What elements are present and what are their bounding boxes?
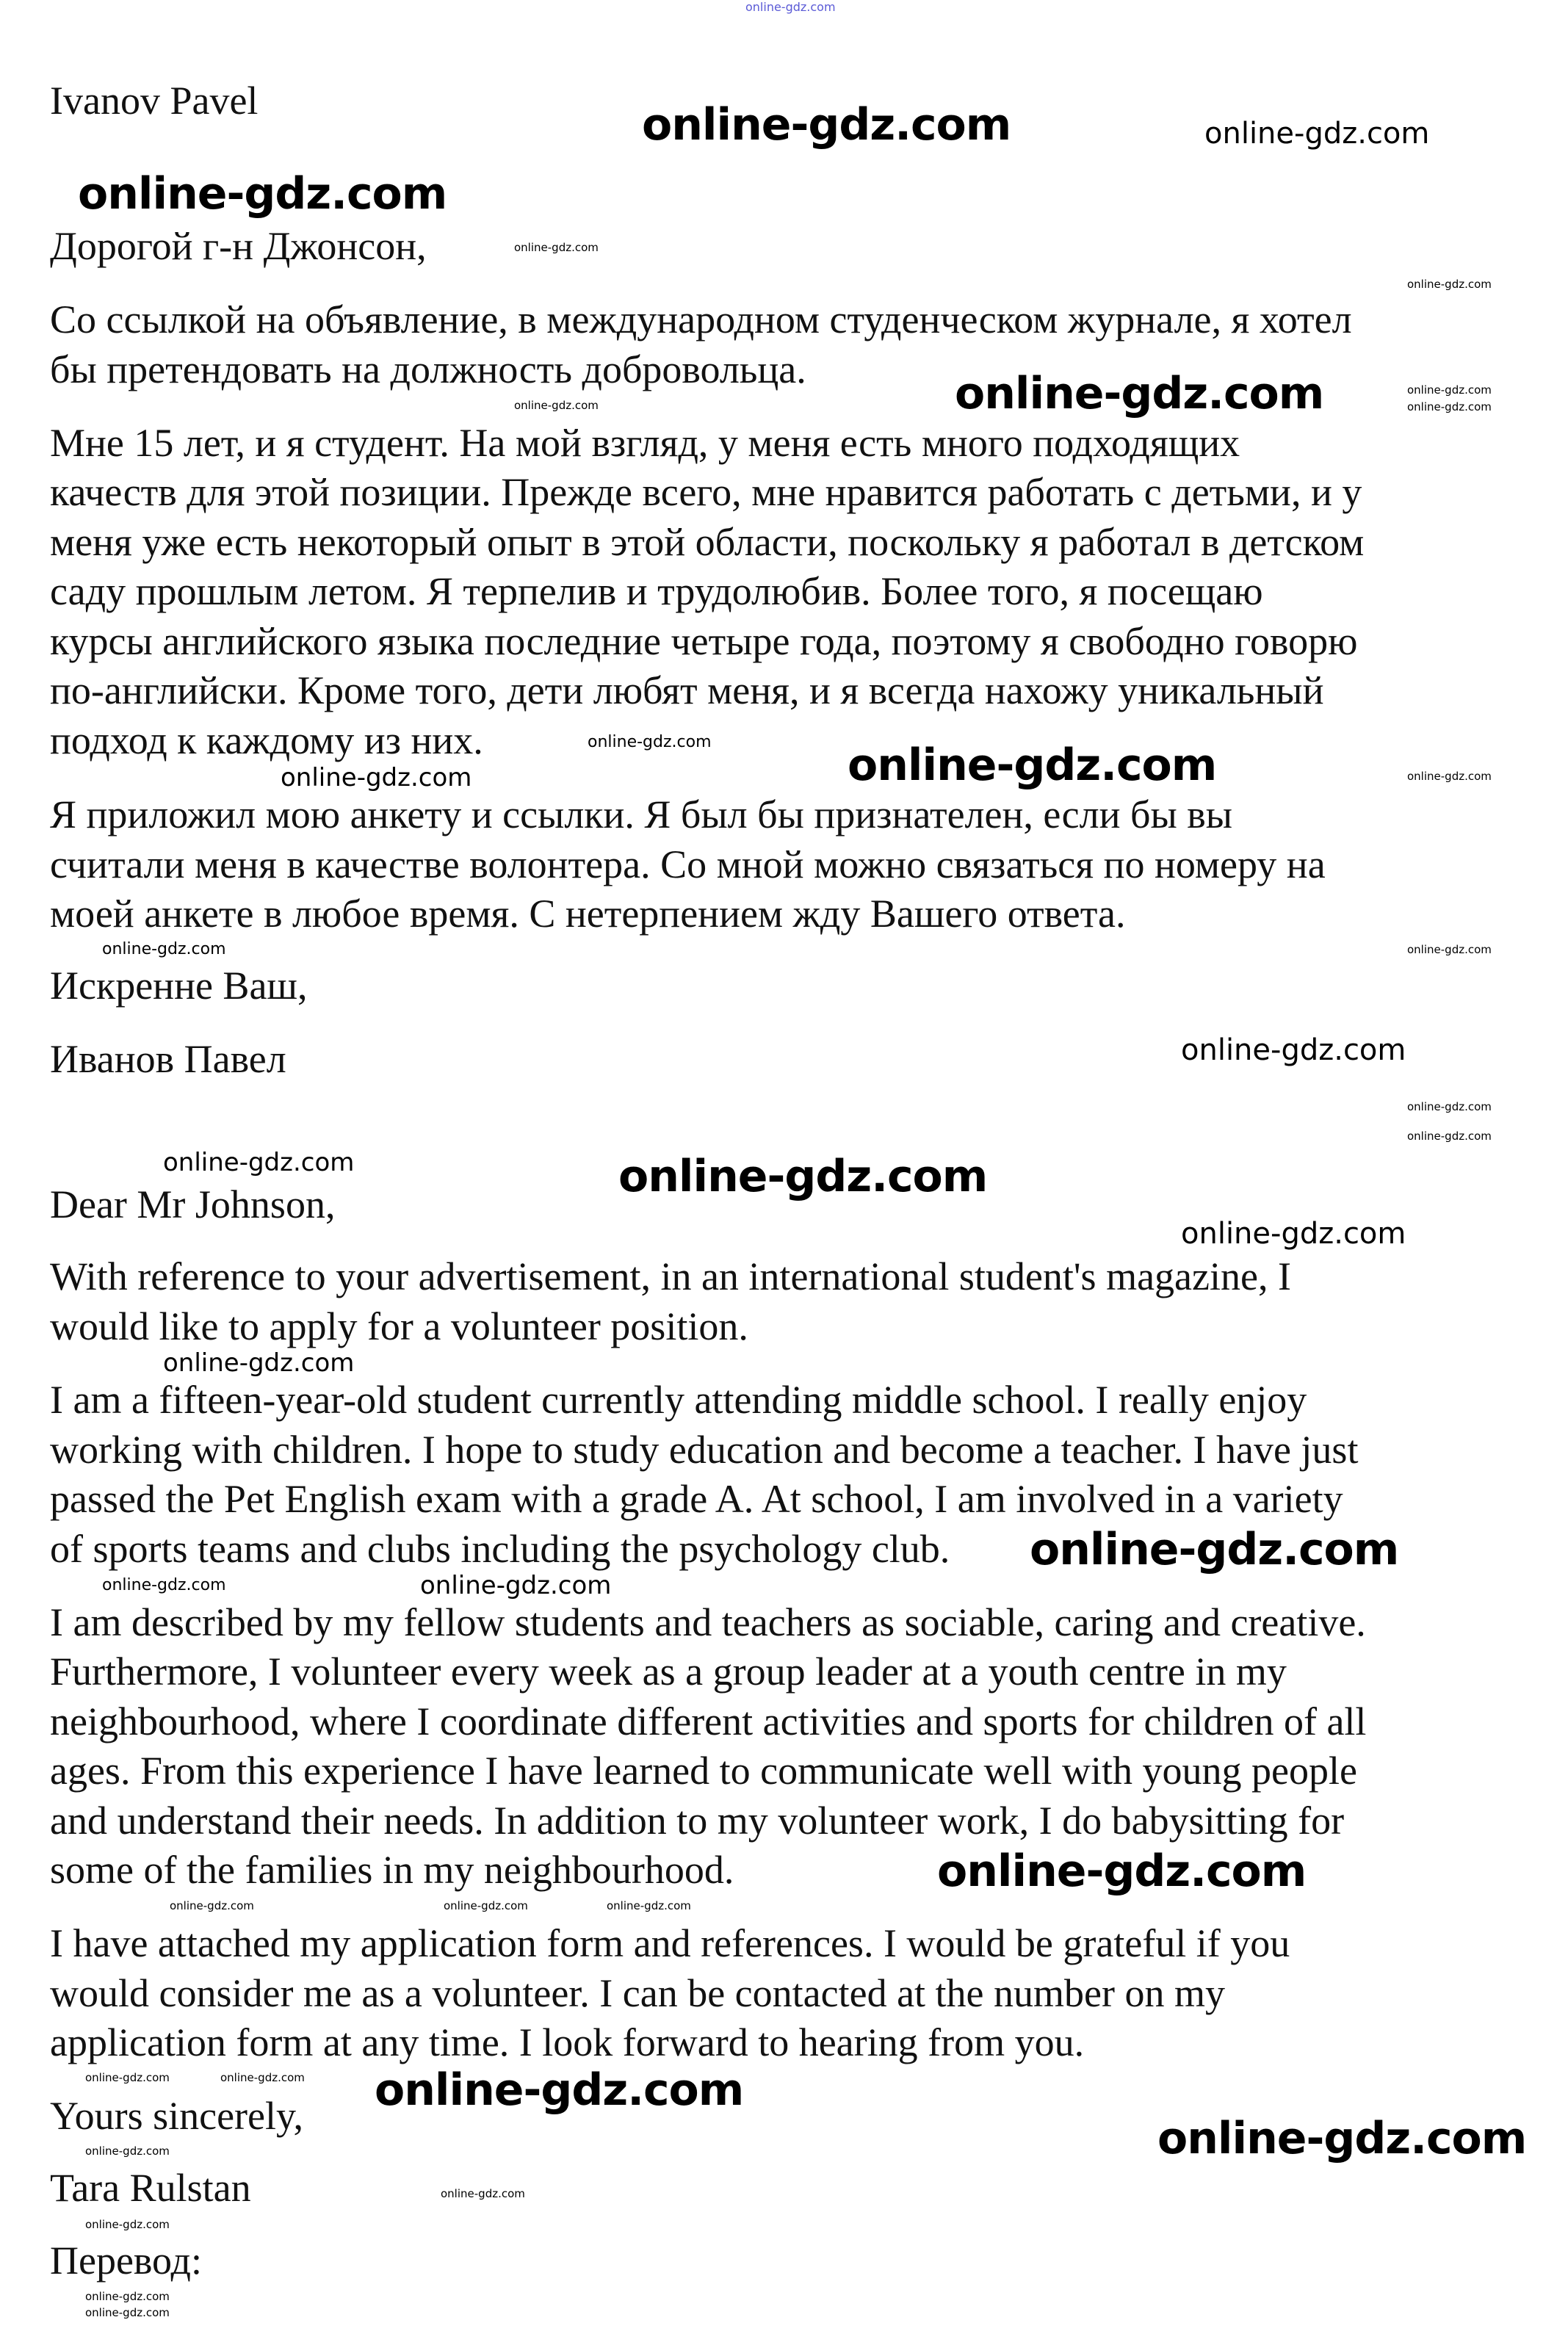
ru-p3-line: Я приложил мою анкету и ссылки. Я был бы признателен, если бы вы bbox=[50, 792, 1233, 836]
ru-p2-line: меня уже есть некоторый опыт в этой области, поскольку я работал в детском bbox=[50, 520, 1365, 564]
watermark: online-gdz.com bbox=[85, 2306, 170, 2319]
watermark: online-gdz.com bbox=[1407, 943, 1492, 956]
watermark: online-gdz.com bbox=[420, 1571, 612, 1600]
ru-p3-line: считали меня в качестве волонтера. Со мной можно связаться по номеру на bbox=[50, 842, 1326, 886]
ru-p2-line: курсы английского языка последние четыре года, поэтому я свободно говорю bbox=[50, 619, 1358, 663]
watermark: online-gdz.com bbox=[85, 2071, 170, 2084]
ru-p3-line: моей анкете в любое время. С нетерпением жду Вашего ответа. bbox=[50, 892, 1126, 936]
watermark: online-gdz.com bbox=[1407, 1130, 1492, 1143]
en-p2-line: working with children. I hope to study education and become a teacher. I have just bbox=[50, 1428, 1359, 1472]
ru-p2-line: Мне 15 лет, и я студент. На мой взгляд, у меня есть много подходящих bbox=[50, 421, 1240, 465]
en-p1-line: would like to apply for a volunteer position. bbox=[50, 1304, 748, 1348]
ru-p2-line: подход к каждому из них. bbox=[50, 718, 483, 762]
author-name: Ivanov Pavel bbox=[50, 79, 259, 123]
watermark: online-gdz.com bbox=[441, 2187, 525, 2200]
en-p3-line: some of the families in my neighbourhood. bbox=[50, 1848, 734, 1892]
en-p4-line: application form at any time. I look forward to hearing from you. bbox=[50, 2020, 1085, 2064]
watermark: online-gdz.com bbox=[85, 2218, 170, 2231]
ru-signature: Иванов Павел bbox=[50, 1037, 286, 1081]
ru-p2-line: саду прошлым летом. Я терпелив и трудолюбив. Более того, я посещаю bbox=[50, 569, 1263, 613]
en-p3-line: and understand their needs. In addition to my volunteer work, I do babysitting for bbox=[50, 1799, 1345, 1843]
watermark: online-gdz.com bbox=[102, 1576, 226, 1594]
watermark: online-gdz.com bbox=[1157, 2113, 1527, 2164]
watermark: online-gdz.com bbox=[937, 1846, 1307, 1897]
ru-p1-line: Со ссылкой на объявление, в международном студенческом журнале, я хотел bbox=[50, 297, 1352, 341]
en-p2-line: I am a fifteen-year-old student currently attending middle school. I really enjoy bbox=[50, 1378, 1307, 1422]
en-signature: Tara Rulstan bbox=[50, 2166, 251, 2210]
en-p4-line: I have attached my application form and references. I would be grateful if you bbox=[50, 1921, 1290, 1965]
watermark: online-gdz.com bbox=[1407, 383, 1492, 397]
watermark: online-gdz.com bbox=[163, 1348, 355, 1378]
watermark: online-gdz.com bbox=[1407, 1100, 1492, 1113]
watermark: online-gdz.com bbox=[1204, 117, 1430, 151]
watermark: online-gdz.com bbox=[1407, 770, 1492, 783]
watermark: online-gdz.com bbox=[170, 1899, 254, 1912]
watermark: online-gdz.com bbox=[1181, 1033, 1406, 1067]
watermark: online-gdz.com bbox=[85, 2290, 170, 2303]
en-p4-line: would consider me as a volunteer. I can be contacted at the number on my bbox=[50, 1971, 1225, 2015]
watermark: online-gdz.com bbox=[618, 1151, 988, 1202]
en-p3-line: ages. From this experience I have learned to communicate well with young people bbox=[50, 1749, 1357, 1793]
watermark: online-gdz.com bbox=[375, 2064, 744, 2116]
en-p2-line: of sports teams and clubs including the psychology club. bbox=[50, 1527, 950, 1571]
watermark: online-gdz.com bbox=[281, 763, 472, 792]
en-p3-line: Furthermore, I volunteer every week as a group leader at a youth centre in my bbox=[50, 1649, 1287, 1694]
en-p2-line: passed the Pet English exam with a grade A. At school, I am involved in a variety bbox=[50, 1477, 1343, 1521]
en-p3-line: neighbourhood, where I coordinate different activities and sports for children of all bbox=[50, 1699, 1367, 1743]
watermark: online-gdz.com bbox=[848, 740, 1217, 791]
en-p1-line: With reference to your advertisement, in an international student's magazine, I bbox=[50, 1254, 1291, 1298]
en-greeting: Dear Mr Johnson, bbox=[50, 1182, 336, 1226]
watermark: online-gdz.com bbox=[514, 241, 599, 254]
watermark: online-gdz.com bbox=[588, 733, 712, 751]
watermark: online-gdz.com bbox=[163, 1148, 355, 1177]
watermark: online-gdz.com bbox=[1181, 1217, 1406, 1251]
watermark: online-gdz.com bbox=[745, 0, 836, 14]
watermark: online-gdz.com bbox=[955, 368, 1324, 419]
ru-p2-line: по-английски. Кроме того, дети любят меня, и я всегда нахожу уникальный bbox=[50, 668, 1324, 712]
en-closing: Yours sincerely, bbox=[50, 2094, 303, 2138]
watermark: online-gdz.com bbox=[220, 2071, 305, 2084]
ru-greeting: Дорогой г-н Джонсон, bbox=[50, 224, 427, 268]
watermark: online-gdz.com bbox=[514, 399, 599, 412]
translation-label: Перевод: bbox=[50, 2238, 202, 2283]
watermark: online-gdz.com bbox=[642, 99, 1011, 151]
ru-p1-line: бы претендовать на должность добровольца. bbox=[50, 347, 806, 391]
watermark: online-gdz.com bbox=[1030, 1524, 1399, 1575]
watermark: online-gdz.com bbox=[607, 1899, 691, 1912]
watermark: online-gdz.com bbox=[1407, 278, 1492, 291]
watermark: online-gdz.com bbox=[78, 168, 447, 220]
watermark: online-gdz.com bbox=[102, 940, 226, 958]
ru-p2-line: качеств для этой позиции. Прежде всего, мне нравится работать с детьми, и у bbox=[50, 470, 1362, 514]
watermark: online-gdz.com bbox=[1407, 400, 1492, 413]
ru-closing: Искренне Ваш, bbox=[50, 964, 308, 1008]
watermark: online-gdz.com bbox=[444, 1899, 528, 1912]
watermark: online-gdz.com bbox=[85, 2144, 170, 2158]
en-p3-line: I am described by my fellow students and teachers as sociable, caring and creative. bbox=[50, 1600, 1366, 1644]
